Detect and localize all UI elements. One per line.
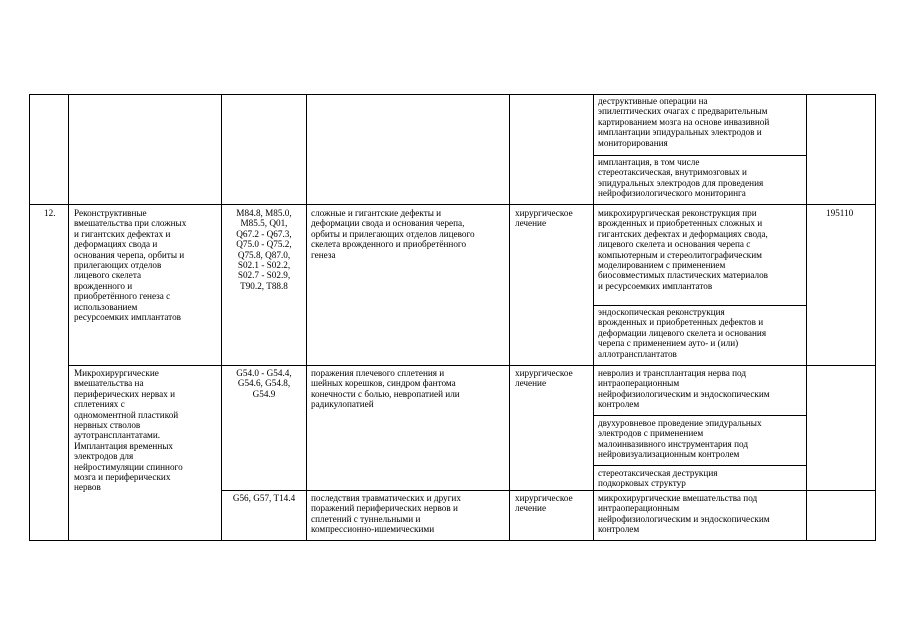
icd-codes: G56, G57, T14.4	[232, 493, 296, 503]
table-border-bottom	[29, 540, 876, 541]
cost-value: 195110	[826, 208, 854, 218]
column-divider	[593, 94, 594, 541]
column-divider	[306, 94, 307, 541]
diagnosis-text: сложные и гигантские дефекты и деформации свода и основания черепа, орбиты и прилегающих отделов лицевого скелета врожденного и приобретённого генеза	[311, 208, 475, 260]
column-divider	[806, 94, 807, 541]
column-divider	[221, 94, 222, 541]
procedure-text: стереотаксическая деструкция подкорковых структур	[598, 468, 718, 489]
column-divider	[509, 94, 510, 541]
column-divider	[68, 94, 69, 541]
procedure-text: микрохирургическая реконструкция при врожденных и приобретенных сложных и гигантских дефектах и деформациях свода, лицевого скелета и основания черепа с компьютерным и стереолитографическим моделированием с применением биосовместимых пластических материалов и ресурсоемких имплантатов	[598, 208, 769, 291]
subrow-divider	[221, 490, 876, 491]
procedure-group-name: Реконструктивные вмешательства при сложных и гигантских дефектах и деформациях свода и основания черепа, орбиты и прилегающих отделов лицевого скелета врожденного и приобретённого генеза с использованием ресурсоемких имплантатов	[74, 208, 187, 323]
diagnosis-text: последствия травматических и других поражений периферических нервов и сплетений с туннельными и компрессионно-ишемическими	[311, 493, 461, 535]
row-number: 12.	[44, 208, 56, 218]
procedure-divider	[593, 465, 807, 466]
procedure-text: двухуровневое проведение эпидуральных электродов с применением малоинвазивного инструментария под нейровизуализационным контролем	[598, 418, 762, 460]
procedure-group-name: Микрохирургические вмешательства на периферических нервах и сплетениях с одномоментной пластикой нервных стволов аутотрансплантатами. Имплантация временных электродов для нейростимуляции спинного мозга и периферических нервов	[74, 368, 183, 493]
treatment-type: хирургическое лечение	[515, 208, 573, 229]
procedure-text: деструктивные операции на эпилептических очагах с предварительным картированием мозга на основе инвазивной имплантации эпидуральных электродов и мониторирования	[598, 96, 770, 148]
icd-codes: M84.8, M85.0, M85.5, Q01, Q67.2 - Q67.3, Q75.0 - Q75.2, Q75.8, Q87.0, S02.1 - S02.2, S02.7 - S02.9, T90.2, T88.8	[236, 208, 292, 291]
table-border-right	[875, 94, 876, 541]
treatment-type: хирургическое лечение	[515, 493, 573, 514]
table-border-top	[29, 94, 876, 95]
procedure-divider	[593, 415, 807, 416]
icd-codes: G54.0 - G54.4, G54.6, G54.8, G54.9	[236, 368, 292, 399]
diagnosis-text: поражения плечевого сплетения и шейных корешков, синдром фантома конечности с болью, невропатией или радикулопатией	[311, 368, 460, 410]
treatment-type: хирургическое лечение	[515, 368, 573, 389]
procedure-text: эндоскопическая реконструкция врожденных и приобретенных дефектов и деформации лицевого скелета и основания черепа с применением ауто- и (или) аллотрансплантатов	[598, 307, 767, 359]
row-divider	[68, 365, 876, 366]
table-border-left	[29, 94, 30, 541]
procedure-text: микрохирургические вмешательства под интраоперационным нейрофизиологическим и эндоскопическим контролем	[598, 493, 770, 535]
procedure-text: невролиз и трансплантация нерва под интраоперационным нейрофизиологическим и эндоскопическим контролем	[598, 368, 770, 410]
row-divider	[29, 204, 876, 205]
procedure-divider	[593, 155, 807, 156]
procedure-divider	[593, 305, 807, 306]
procedure-text: имплантация, в том числе стереотаксическая, внутримозговых и эпидуральных электродов для проведения нейрофизиологического мониторинга	[598, 157, 764, 199]
